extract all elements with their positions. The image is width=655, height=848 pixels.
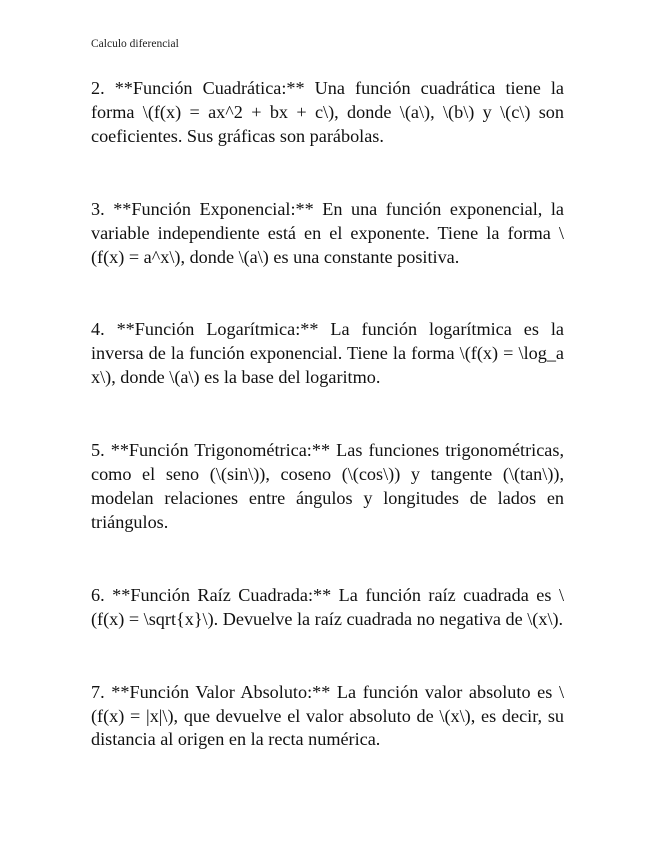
paragraph-trigonometric-function: 5. **Función Trigonométrica:** Las funciones trigonométricas, como el seno (\(sin\)), coseno (\(cos\)) y tangente (\(tan\)), modelan relaciones entre ángulos y longitudes de lados en triángulos. — [91, 440, 564, 532]
paragraph-quadratic-function: 2. **Función Cuadrática:** Una función cuadrática tiene la forma \(f(x) = ax^2 + bx + c\), donde \(a\), \(b\) y \(c\) son coeficientes. Sus gráficas son parábolas. — [91, 78, 564, 146]
paragraph-square-root-function: 6. **Función Raíz Cuadrada:** La función raíz cuadrada es \(f(x) = \sqrt{x}\). Devuelve la raíz cuadrada no negativa de \(x\). — [91, 584, 564, 629]
paragraph-exponential-function: 3. **Función Exponencial:** En una función exponencial, la variable independiente está en el exponente. Tiene la forma \(f(x) = a^x\), donde \(a\) es una constante positiva. — [91, 198, 564, 267]
paragraph-absolute-value-function: 7. **Función Valor Absoluto:** La función valor absoluto es \(f(x) = |x|\), que devuelve el valor absoluto de \(x\), es decir, su distancia al origen en la recta numérica. — [91, 681, 564, 750]
document-body — [91, 77, 564, 752]
page-header-title: Calculo diferencial — [91, 38, 179, 50]
paragraph-logarithmic-function: 4. **Función Logarítmica:** La función logarítmica es la inversa de la función exponencial. Tiene la forma \(f(x) = \log_a x\), donde \(a\) es la base del logaritmo. — [91, 319, 564, 388]
